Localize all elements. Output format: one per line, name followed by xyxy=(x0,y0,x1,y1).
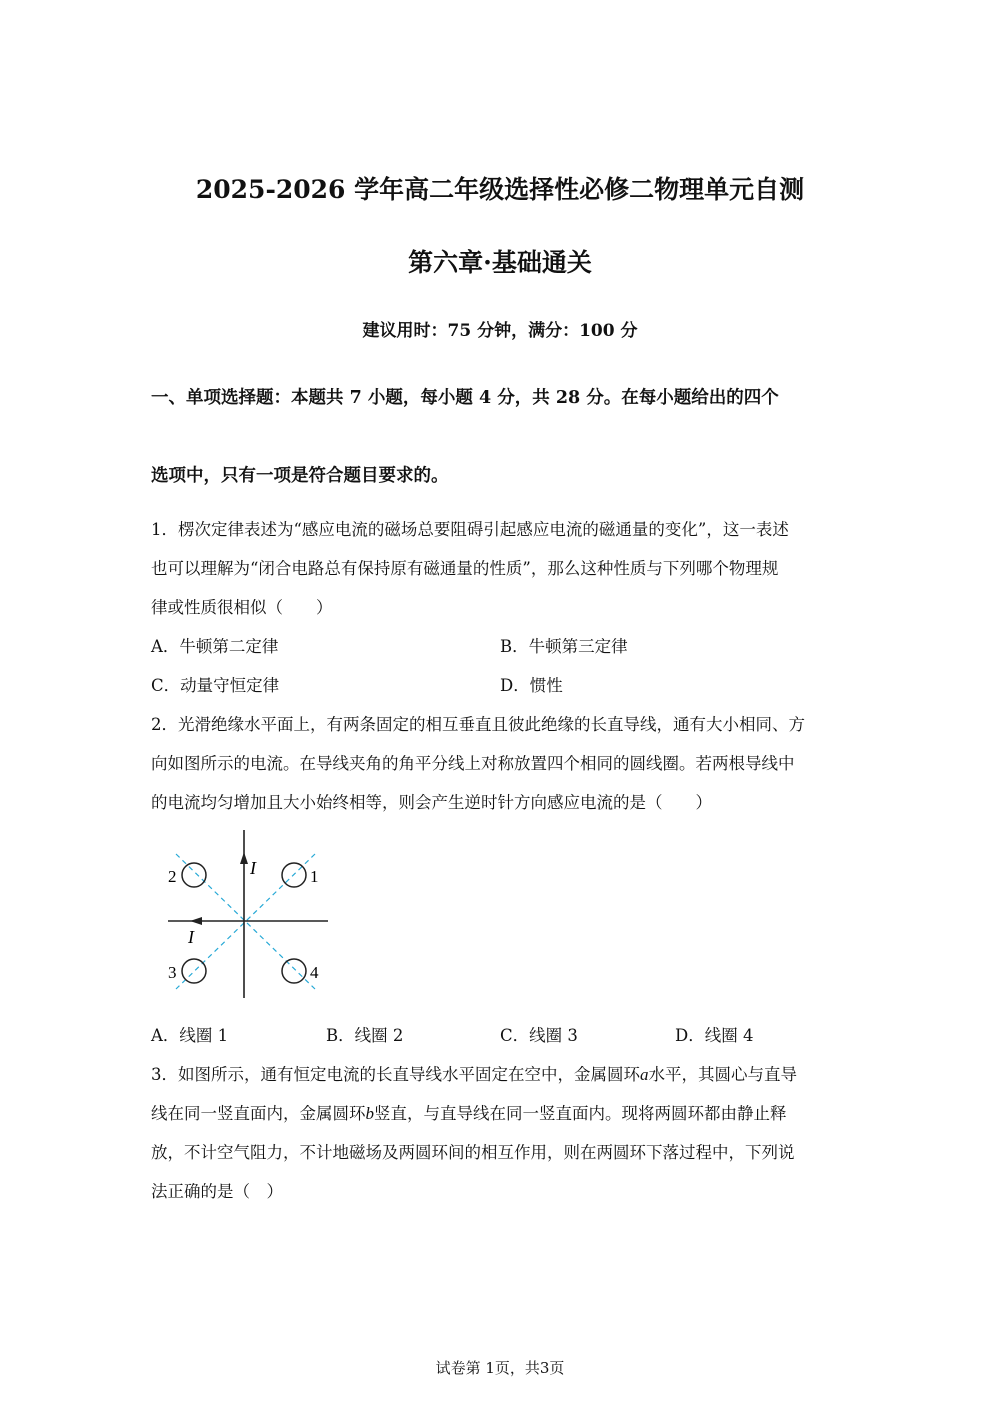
q3-line2 xyxy=(151,1100,787,1124)
current-label-vertical: I xyxy=(250,858,256,878)
ring-a-variable: a xyxy=(640,1065,649,1084)
q3-line2-text-a: 线在同一竖直面内，金属圆环 xyxy=(151,1104,366,1123)
q1-line3: 律或性质很相似（ ） xyxy=(151,598,333,617)
up-arrow-icon xyxy=(240,852,248,864)
q3-line3: 放，不计空气阻力，不计地磁场及两圆环间的相互作用，则在两圆环下落过程中，下列说 xyxy=(151,1143,795,1162)
exam-title: 2025-2026 学年高二年级选择性必修二物理单元自测 xyxy=(195,175,805,204)
q3-line1-text-b: 水平，其圆心与直导 xyxy=(648,1065,797,1084)
current-label-horizontal: I xyxy=(188,927,194,947)
section-heading-line1: 一、单项选择题：本题共 7 小题，每小题 4 分，共 28 分。在每小题给出的四个 xyxy=(151,388,779,408)
q2-line3: 的电流均匀增加且大小始终相等，则会产生逆时针方向感应电流的是（ ） xyxy=(151,793,712,812)
coil-label-1: 1 xyxy=(310,867,319,886)
time-info: 建议用时：75 分钟，满分：100 分 xyxy=(362,321,638,341)
coil-label-4: 4 xyxy=(310,963,319,982)
q2-line2: 向如图所示的电流。在导线夹角的角平分线上对称放置四个相同的圆线圈。若两根导线中 xyxy=(151,754,795,773)
q2-option-a[interactable]: A．线圈 1 xyxy=(151,1026,229,1045)
coil-2 xyxy=(182,863,206,887)
q3-line4: 法正确的是（ ） xyxy=(151,1182,283,1201)
coil-label-2: 2 xyxy=(168,867,177,886)
q3-line2-text-b: 竖直，与直导线在同一竖直面内。现将两圆环都由静止释 xyxy=(374,1104,787,1123)
section-heading-line2: 选项中，只有一项是符合题目要求的。 xyxy=(151,466,449,486)
page-footer: 试卷第 1页，共3页 xyxy=(435,1359,565,1377)
q1-option-b[interactable]: B．牛顿第三定律 xyxy=(500,637,628,656)
q1-option-d[interactable]: D．惯性 xyxy=(500,676,563,695)
chapter-title: 第六章·基础通关 xyxy=(408,248,592,277)
q1-line2: 也可以理解为“闭合电路总有保持原有磁通量的性质”，那么这种性质与下列哪个物理规 xyxy=(151,559,779,578)
q2-option-c[interactable]: C．线圈 3 xyxy=(500,1026,578,1045)
q2-wire-coil-figure xyxy=(160,826,340,1001)
q1-option-c[interactable]: C．动量守恒定律 xyxy=(151,676,280,695)
coil-3 xyxy=(182,959,206,983)
q2-option-b[interactable]: B．线圈 2 xyxy=(326,1026,404,1045)
q1-line1: 1．楞次定律表述为“感应电流的磁场总要阻碍引起感应电流的磁通量的变化”，这一表述 xyxy=(151,520,789,539)
coil-label-3: 3 xyxy=(168,963,177,982)
q2-line1: 2．光滑绝缘水平面上，有两条固定的相互垂直且彼此绝缘的长直导线，通有大小相同、方 xyxy=(151,715,805,734)
q3-line1-text-a: 3．如图所示，通有恒定电流的长直导线水平固定在空中，金属圆环 xyxy=(151,1065,640,1084)
q3-line1 xyxy=(151,1061,797,1085)
ring-b-variable: b xyxy=(365,1104,374,1123)
left-arrow-icon xyxy=(190,917,202,925)
q1-option-a[interactable]: A．牛顿第二定律 xyxy=(151,637,279,656)
coil-4 xyxy=(282,959,306,983)
q2-option-d[interactable]: D．线圈 4 xyxy=(675,1026,754,1045)
